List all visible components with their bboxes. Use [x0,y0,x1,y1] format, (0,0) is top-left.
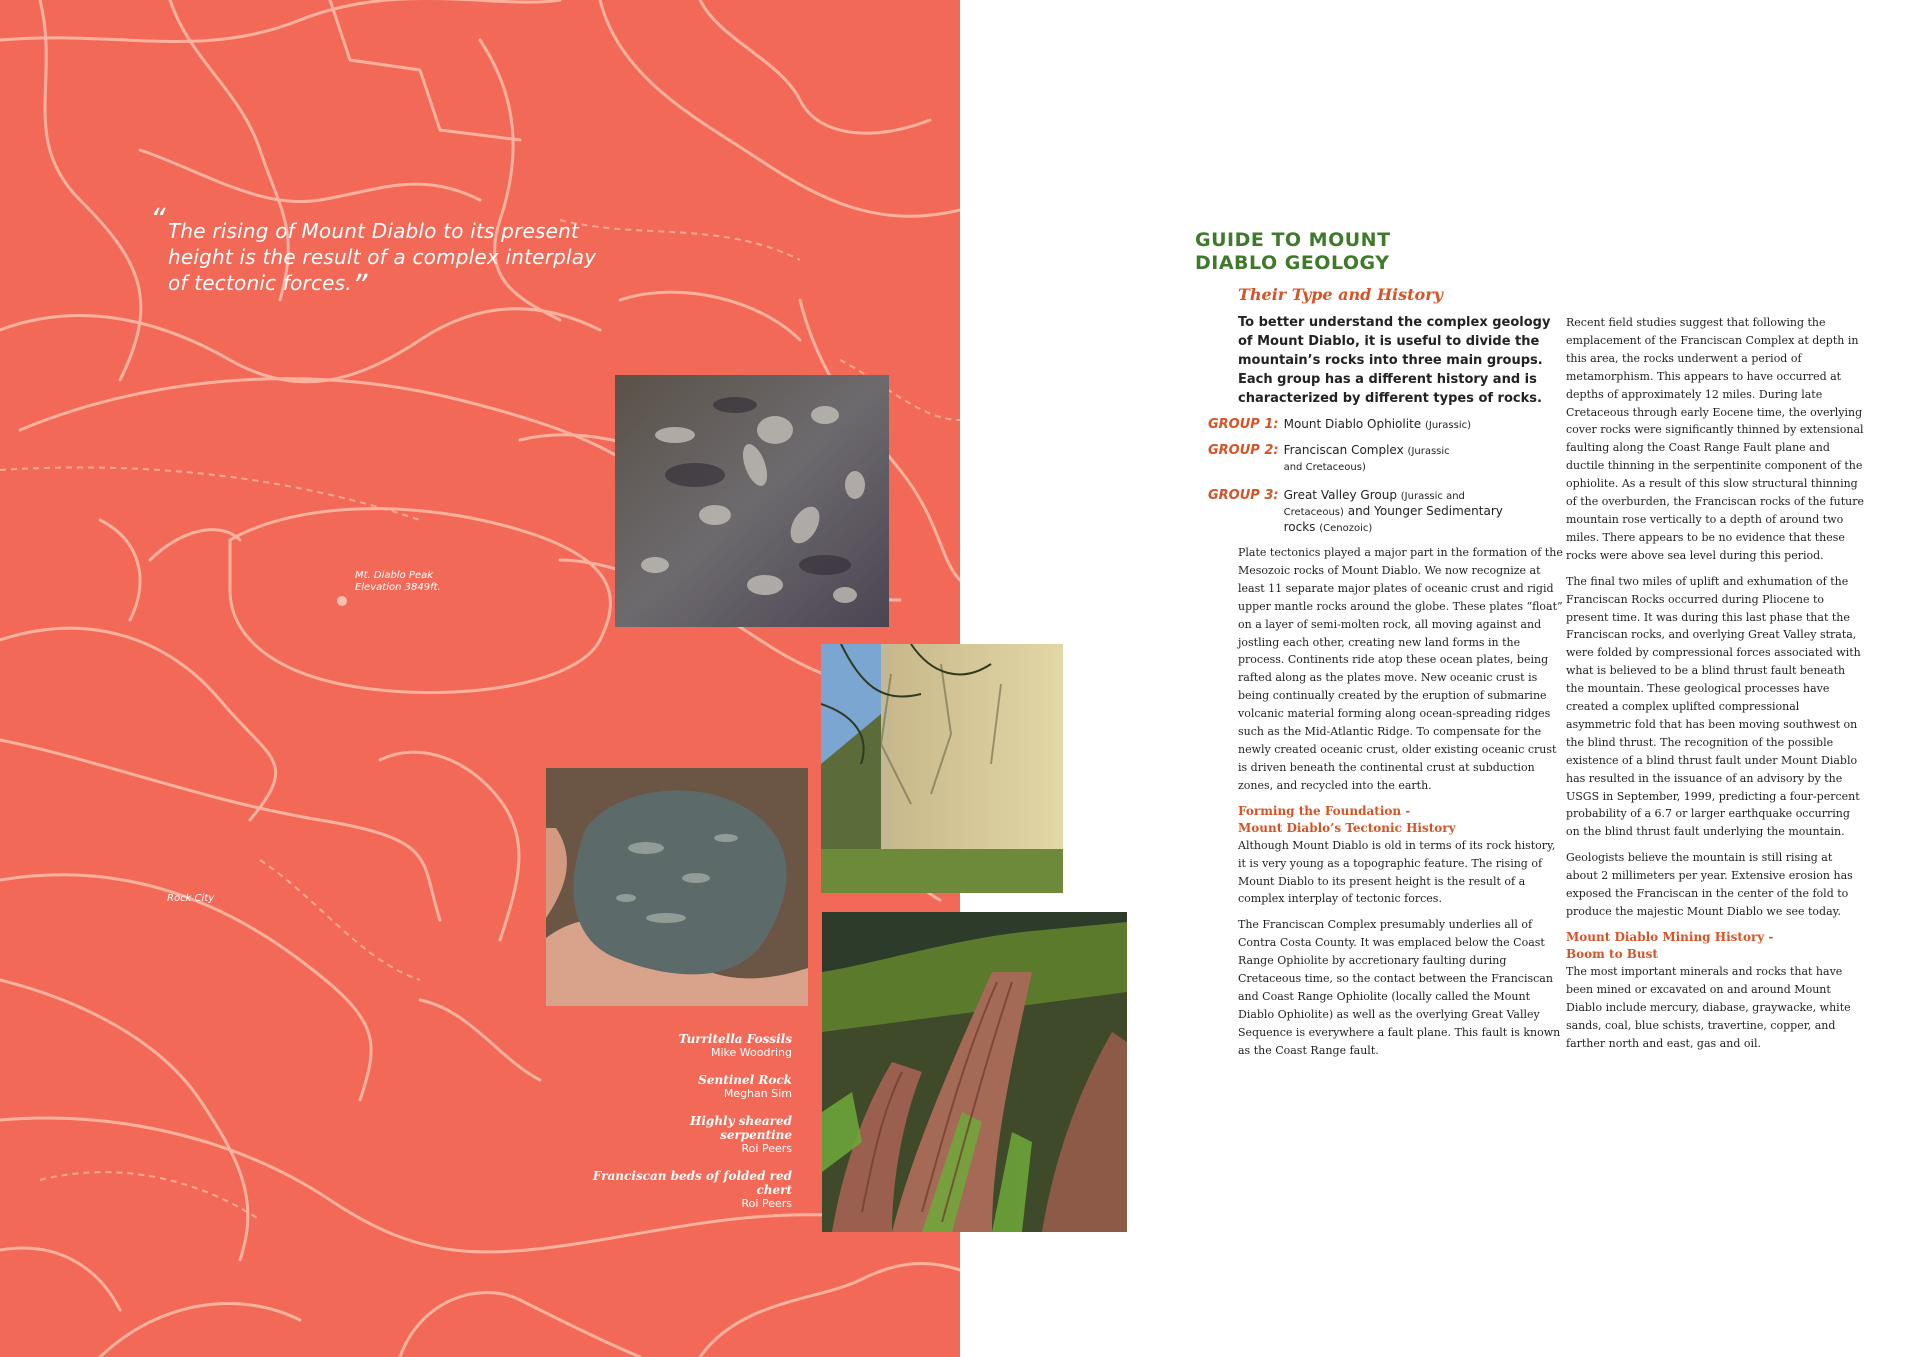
credit-name: Meghan Sim [723,1087,792,1100]
peak-label-elevation: Elevation 3849ft. [355,582,441,593]
credit-title: Highly sheared serpentine [690,1114,792,1142]
credit-item [580,1032,792,1059]
body-paragraph: Plate tectonics played a major part in the formation of the Mesozoic rocks of Mount Diablo. We now recognize at least 11 separate major plates of oceanic crust and rigid upper mantle rocks around the globe. These plates “float” on a layer of semi-molten rock, all moving against and jostling each other, creating new land forms in the process. Continents ride atop these ocean plates, being rafted along as the plates move. New oceanic crust is being continually created by the eruption of submarine volcanic material forming along ocean-spreading ridges such as the Mid-Atlantic Ridge. To compensate for the newly created oceanic crust, older existing oceanic crust is driven beneath the continental crust at subduction zones, and recycled into the earth. [1238,546,1563,792]
pull-quote-text: The rising of Mount Diablo to its present height is the result of a complex interplay of tectonic forces. [168,219,597,295]
group-name: Great Valley Group [1283,488,1397,502]
group-name: Mount Diablo Ophiolite [1283,417,1422,431]
body-paragraph: Recent field studies suggest that following the emplacement of the Franciscan Complex at depth in this area, the rocks underwent a period of metamorphism. This appears to have occurred at depths of approximately 12 miles. During late Cretaceous through early Eocene time, the overlying cover rocks were significantly thinned by extensional faulting along the Coast Range Fault plane and ductile thinning in the serpentinite component of the ophiolite. As a result of this slow structural thinning of the overburden, the Franciscan rocks of the future mountain rose vertically to a depth of around two miles. There appears to be no evidence that these rocks were above sea level during this period. [1566,316,1864,562]
credit-item [580,1114,792,1155]
peak-label [355,570,441,594]
credit-name: Roi Peers [741,1197,792,1210]
serpentine-photo [546,768,808,1006]
section-heading-line: Forming the Foundation - [1238,803,1411,818]
section-subtitle: Their Type and History [1238,285,1443,304]
turritella-fossils-photo [615,375,889,627]
rock-city-label: Rock City [167,893,215,904]
section-heading-line: Boom to Bust [1566,946,1658,961]
group-name-2: and Younger Sedimentary rocks [1283,504,1503,534]
pull-quote [150,203,622,304]
body-paragraph: Geologists believe the mountain is still rising at about 2 millimeters per year. Extensive erosion has exposed the Franciscan in the center of the fold to produce the majestic Mount Diablo we see today. [1566,851,1853,918]
credit-item [580,1169,792,1210]
group-1 [1208,417,1558,433]
group-name: Franciscan Complex [1283,443,1404,457]
section-heading-line: Mount Diablo’s Tectonic History [1238,820,1456,835]
group-detail: (Jurassic and Cretaceous) [1283,446,1450,473]
close-quote-mark: ” [351,269,368,304]
credit-title: Turritella Fossils [678,1032,792,1046]
body-column-1 [1238,544,1566,1068]
group-detail: (Jurassic and Cretaceous) [1283,491,1465,518]
group-label: GROUP 1: [1208,417,1279,432]
intro-paragraph: To better understand the complex geology of Mount Diablo, it is useful to divide the mountain’s rocks into three main groups. Each group has a different history and is characterized by different types of rocks. [1238,315,1551,406]
group-label: GROUP 2: [1208,443,1279,458]
body-paragraph: The Franciscan Complex presumably underlies all of Contra Costa County. It was emplaced below the Coast Range Ophiolite by accretionary faulting during Cretaceous time, so the contact between the Franciscan and Coast Range Ophiolite (locally called the Mount Diablo Ophiolite) as well as the overlying Great Valley Sequence is everywhere a fault plane. This fault is known as the Coast Range fault. [1238,918,1561,1057]
sentinel-rock-photo [821,644,1063,893]
credit-title: Sentinel Rock [698,1073,792,1087]
open-quote-mark: “ [150,203,166,238]
group-3 [1208,488,1558,536]
section-heading-tectonic [1238,803,1566,837]
peak-marker [337,596,347,606]
guide-title: GUIDE TO MOUNT DIABLO GEOLOGY [1195,229,1391,274]
credit-item [580,1073,792,1100]
group-label: GROUP 3: [1208,488,1279,503]
photo-credits [580,1032,792,1224]
body-column-2 [1566,314,1864,1060]
credit-title: Franciscan beds of folded red chert [592,1169,792,1197]
section-heading-mining [1566,929,1864,963]
group-detail-2: (Cenozoic) [1319,523,1373,534]
peak-label-name: Mt. Diablo Peak [355,570,434,581]
body-paragraph: The final two miles of uplift and exhumation of the Franciscan Rocks occurred during Pliocene to present time. It was during this last phase that the Franciscan rocks, and overlying Great Valley strata, were folded by compressional forces associated with what is believed to be a blind thrust fault beneath the mountain. These geological processes have created a complex uplifted compressional asymmetric fold that has been moving southwest on the blind thrust. The recognition of the possible existence of a blind thrust fault under Mount Diablo has resulted in the issuance of an advisory by the USGS in September, 1999, predicting a four-percent probability of a 6.7 or larger earthquake occurring on the blind thrust fault underlying the mountain. [1566,574,1861,839]
credit-name: Mike Woodring [711,1046,792,1059]
body-paragraph: Although Mount Diablo is old in terms of its rock history, it is very young as a topographic feature. The rising of Mount Diablo to its present height is the result of a complex interplay of tectonic forces. [1238,838,1556,906]
red-chert-photo [822,912,1127,1232]
group-2 [1208,443,1558,475]
group-detail: (Jurassic) [1424,420,1472,431]
body-paragraph: The most important minerals and rocks that have been mined or excavated on and around Mount Diablo include mercury, diabase, graywacke, white sands, coal, blue schists, travertine, copper, and farther north and east, gas and oil. [1566,964,1851,1050]
credit-name: Roi Peers [741,1142,792,1155]
section-heading-line: Mount Diablo Mining History - [1566,929,1774,944]
